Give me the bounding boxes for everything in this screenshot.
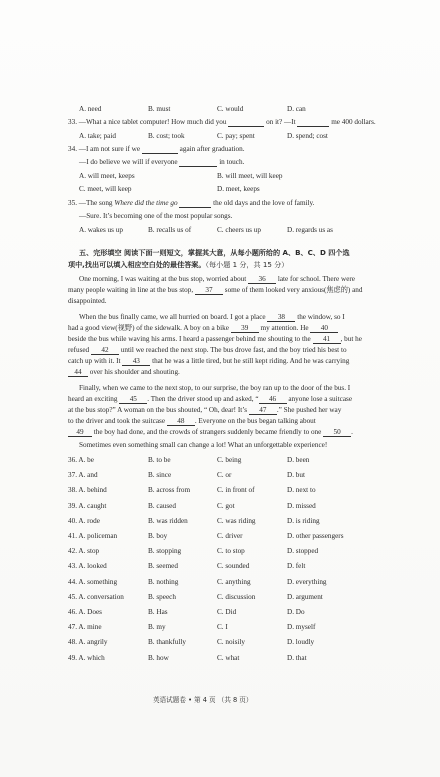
cloze-option-a: 43. A. looked: [68, 562, 107, 571]
passage-text: late for school. There were: [277, 275, 355, 283]
cloze-option-c: C. got: [217, 501, 235, 510]
q33-option-d: D. spend; cost: [287, 132, 328, 140]
cloze-option-b: B. speech: [148, 592, 176, 601]
cloze-option-c: C. being: [217, 456, 242, 464]
cloze-option-b: B. seemed: [148, 562, 178, 571]
cloze-option-b: B. across from: [148, 486, 191, 495]
blank-36: 36: [248, 275, 276, 284]
cloze-option-d: D. missed: [287, 501, 316, 510]
cloze-option-c: C. sounded: [217, 562, 250, 571]
cloze-option-d: D. stopped: [287, 547, 319, 556]
cloze-option-a: 36. A. be: [68, 456, 94, 464]
q33-blank-2: [297, 118, 329, 127]
blank-47: 47: [249, 406, 277, 415]
passage-text: , but he: [340, 335, 362, 343]
passage-line: [68, 368, 180, 377]
cloze-option-b: B. was ridden: [148, 516, 188, 525]
cloze-option-d: D. loudly: [287, 638, 315, 647]
passage-line: [68, 286, 363, 295]
blank-38: 38: [267, 313, 295, 322]
cloze-option-b: B. how: [148, 653, 169, 662]
option-d: D. can: [287, 105, 306, 113]
passage-text: the window, so I: [297, 313, 345, 321]
q34-option-b: B. will meet, will keep: [217, 172, 283, 180]
cloze-option-d: D. been: [287, 456, 310, 464]
passage-text: that he was a little tired, but he still kept riding. And he was carrying: [152, 357, 350, 365]
cloze-option-c: C. was riding: [217, 516, 256, 525]
cloze-option-c: C. what: [217, 653, 240, 662]
passage-text: anyone lose a suitcase: [288, 395, 353, 403]
passage-text: many people waiting in line at the bus stop,: [68, 286, 194, 294]
cloze-option-a: 38. A. behind: [68, 486, 107, 495]
q34-blank-2: [179, 158, 217, 167]
passage-text: until we reached the next stop. The bus drove fast, and the boy tried his best to: [120, 346, 347, 354]
passage-line: disappointed.: [68, 297, 107, 305]
passage-line: [68, 406, 341, 415]
passage-text: beside the bus while waving his arms. I heard a passenger behind me shouting to the: [68, 335, 311, 343]
option-a: A. need: [79, 105, 102, 113]
blank-49: 49: [68, 428, 92, 437]
cloze-option-c: C. in front of: [217, 486, 255, 495]
passage-text: One morning, I was waiting at the bus stop, worried about: [79, 275, 247, 283]
passage-line: [68, 357, 349, 366]
blank-44: 44: [68, 368, 88, 377]
cloze-option-b: B. caused: [148, 501, 176, 510]
blank-48: 48: [167, 417, 195, 426]
q33-text-1: 33. —What a nice tablet computer! How much did you: [68, 118, 227, 126]
passage-text: to the driver and took the suitcase: [68, 417, 166, 425]
cloze-option-a: 49. A. which: [68, 653, 105, 662]
q34-blank-1: [142, 145, 178, 154]
blank-45: 45: [119, 395, 147, 404]
passage-text: refused: [68, 346, 90, 354]
passage-text: over his shoulder and shouting.: [89, 368, 180, 376]
cloze-option-c: C. anything: [217, 577, 251, 586]
cloze-option-a: 40. A. rode: [68, 516, 100, 525]
blank-37: 37: [195, 286, 223, 295]
section-5-scoring: （每小题 1 分，共 15 分）: [205, 260, 289, 269]
cloze-option-b: B. Has: [148, 608, 168, 616]
cloze-option-a: 46. A. Does: [68, 608, 102, 616]
passage-line: Sometimes even something small can change a lot! What an unforgettable experience!: [79, 441, 328, 449]
cloze-option-d: D. myself: [287, 623, 316, 632]
cloze-option-d: D. Do: [287, 608, 305, 616]
q35-option-a: A. wakes us up: [79, 226, 123, 234]
blank-43: 43: [122, 357, 150, 366]
passage-line: [68, 417, 316, 426]
blank-39: 39: [231, 324, 259, 333]
cloze-option-d: D. that: [287, 653, 307, 662]
passage-text: heard an exciting: [68, 395, 118, 403]
q33-option-a: A. take; paid: [79, 132, 116, 140]
section-5-instruction: 项中,找出可以填入相应空白处的最佳答案。: [68, 260, 206, 269]
passage-text: catch up with it. It: [68, 357, 121, 365]
q33-text-2: on it? —It: [266, 118, 296, 126]
cloze-option-d: D. felt: [287, 562, 306, 571]
blank-41: 41: [313, 335, 341, 344]
q35-line-2: —Sure. It’s becoming one of the most popular songs.: [79, 212, 233, 220]
q34-option-d: D. meet, keeps: [217, 185, 260, 193]
cloze-option-d: D. everything: [287, 577, 327, 586]
q33-text-3: me 400 dollars.: [331, 118, 376, 126]
q33-option-b: B. cost; took: [148, 132, 185, 140]
q35-text-1: 35. —The song: [68, 199, 113, 207]
cloze-option-b: B. nothing: [148, 577, 179, 586]
passage-text: . Then the driver stood up and asked, “: [147, 395, 259, 403]
passage-line: [79, 313, 345, 322]
q33-option-c: C. pay; spent: [217, 132, 255, 140]
passage-text: . Everyone on the bus began talking about: [194, 417, 316, 425]
q35-option-c: C. cheers us up: [217, 226, 261, 234]
cloze-option-c: C. driver: [217, 532, 243, 540]
q35-blank: [179, 199, 211, 208]
cloze-option-c: C. I: [217, 623, 228, 632]
blank-46: 46: [259, 395, 287, 404]
q34-line-2: [79, 158, 244, 167]
cloze-option-c: C. discussion: [217, 592, 256, 601]
option-c: C. would: [217, 105, 244, 113]
cloze-option-b: B. thankfully: [148, 638, 186, 647]
section-5-header-line-1: 五、完形填空 阅读下面一则短文，掌握其大意，从每小题所给的 A、B、C、D 四个选: [79, 248, 350, 257]
cloze-option-a: 37. A. and: [68, 471, 98, 480]
q34-text-4: in touch.: [219, 158, 245, 166]
cloze-option-b: B. my: [148, 623, 166, 632]
passage-line: [68, 324, 338, 333]
cloze-option-a: 47. A. mine: [68, 623, 102, 632]
passage-line: [68, 428, 353, 437]
blank-40: 40: [310, 324, 338, 333]
passage-text: my attention. He: [260, 324, 309, 332]
cloze-option-d: D. argument: [287, 592, 323, 601]
blank-42: 42: [91, 346, 119, 355]
blank-50: 50: [323, 428, 351, 437]
question-35: [68, 199, 314, 208]
cloze-option-b: B. since: [148, 471, 172, 480]
cloze-option-a: 44. A. something: [68, 577, 118, 586]
page-footer: 英语试题卷 • 第 4 页 （共 8 页）: [153, 696, 253, 704]
q33-blank-1: [228, 118, 264, 127]
passage-line: [68, 346, 347, 355]
passage-text: the boy had done, and the crowds of strangers suddenly became friendly to one: [93, 428, 322, 436]
q34-text-3: —I do believe we will if everyone: [79, 158, 178, 166]
cloze-option-c: C. or: [217, 471, 232, 480]
passage-line: [79, 275, 355, 284]
q34-text-2: again after graduation.: [179, 145, 245, 153]
cloze-option-b: B. to be: [148, 456, 171, 464]
section-5-header-line-2: [68, 259, 288, 270]
passage-text: When the bus finally came, we all hurried on board. I got a place: [79, 313, 266, 321]
q34-option-a: A. will meet, keeps: [79, 172, 135, 180]
cloze-option-d: D. next to: [287, 486, 316, 495]
q34-text-1: 34. —I am not sure if we: [68, 145, 141, 153]
cloze-option-a: 48. A. angrily: [68, 638, 108, 647]
q35-option-d: D. regards us as: [287, 226, 333, 234]
option-b: B. must: [148, 105, 171, 113]
cloze-option-a: 41. A. policeman: [68, 532, 118, 540]
cloze-option-c: C. noisily: [217, 638, 245, 647]
q35-option-b: B. recalls us of: [148, 226, 192, 234]
passage-text: .: [351, 428, 353, 436]
cloze-option-d: D. other passengers: [287, 532, 344, 540]
passage-line: [68, 335, 362, 344]
question-33: [68, 118, 376, 127]
cloze-option-c: C. Did: [217, 608, 237, 616]
passage-line: [68, 395, 352, 404]
cloze-option-a: 39. A. caught: [68, 501, 107, 510]
passage-text: .” She pushed her way: [276, 406, 342, 414]
q35-text-2: the old days and the love of family.: [213, 199, 315, 207]
question-34: [68, 145, 245, 154]
passage-text: at the bus stop?” A woman on the bus shouted, “ Oh, dear! It’s: [68, 406, 248, 414]
cloze-option-a: 42. A. stop: [68, 547, 100, 556]
cloze-option-b: B. boy: [148, 532, 168, 540]
passage-text: had a good view(视野) of the sidewalk. A boy on a bike: [68, 324, 229, 332]
cloze-option-b: B. stopping: [148, 547, 182, 556]
cloze-option-d: D. but: [287, 471, 305, 480]
cloze-option-c: C. to stop: [217, 547, 245, 556]
q35-song-title: Where did the time go: [114, 199, 178, 207]
passage-text: some of them looked very anxious(焦虑的) and: [224, 286, 363, 294]
cloze-option-a: 45. A. conversation: [68, 592, 124, 601]
passage-line: Finally, when we came to the next stop, to our surprise, the boy ran up to the door of the bus. I: [79, 384, 351, 392]
cloze-option-d: D. is riding: [287, 516, 320, 525]
q34-option-c: C. meet, will keep: [79, 185, 132, 193]
